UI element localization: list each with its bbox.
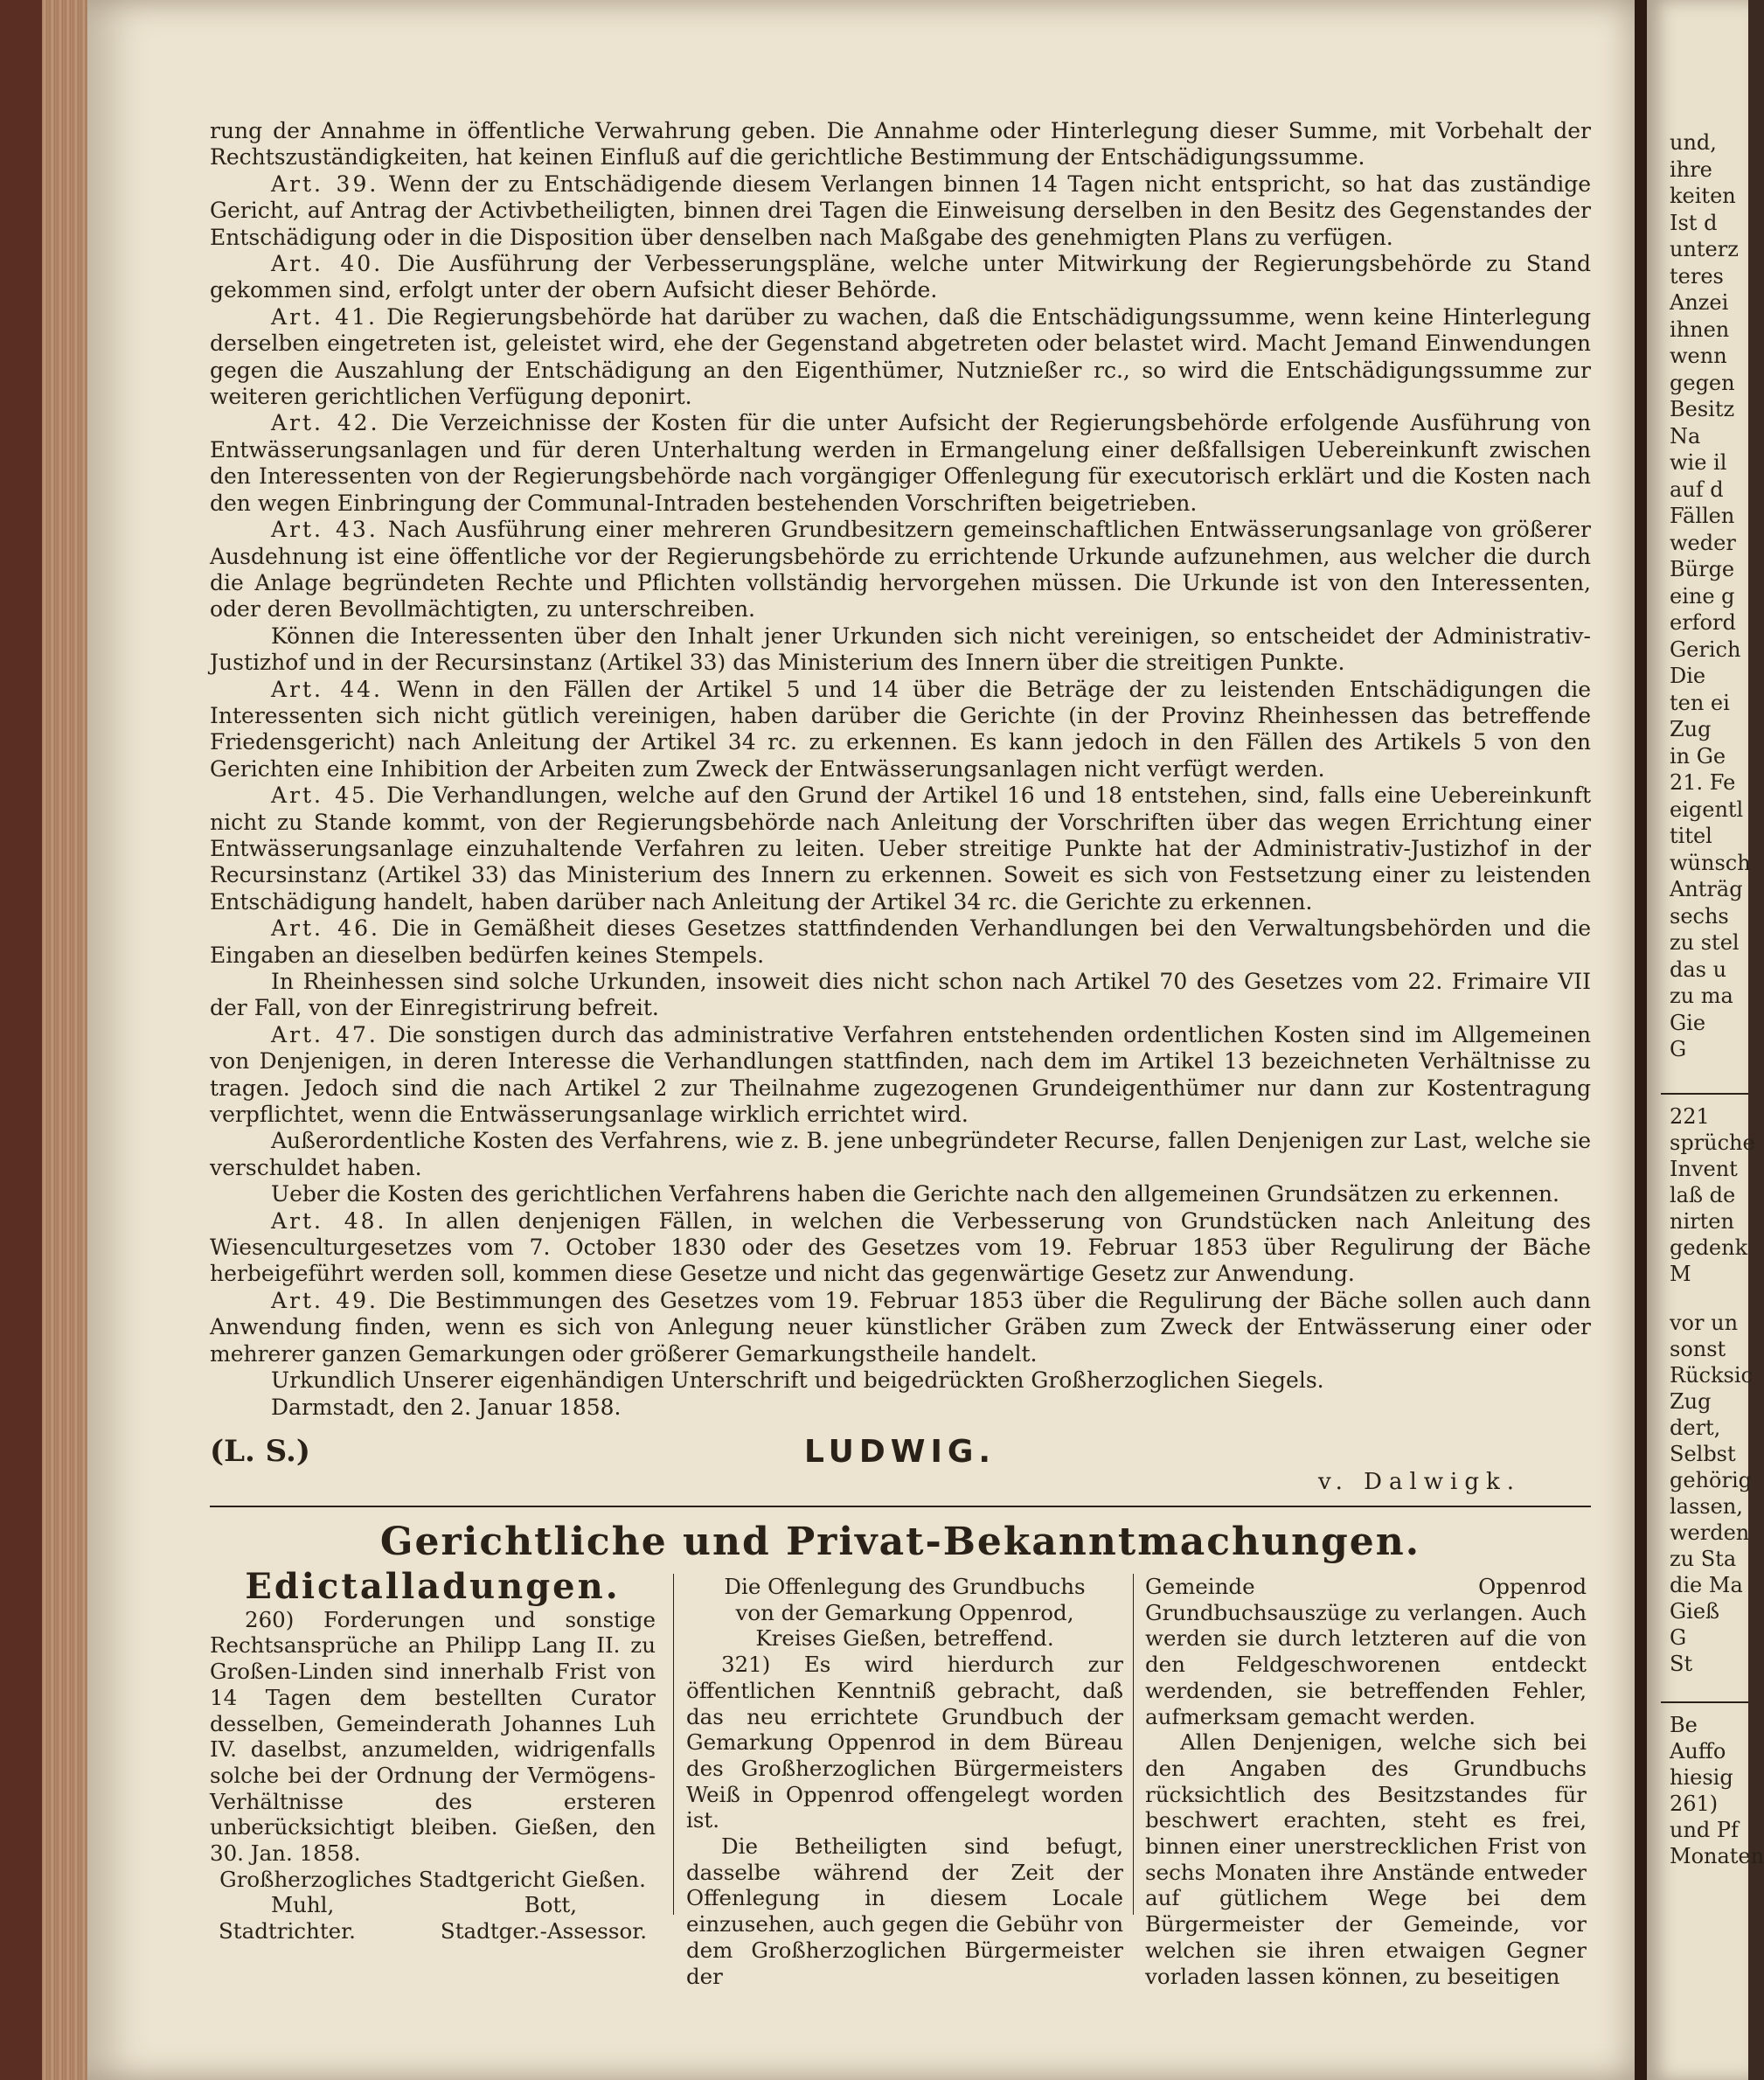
right-page-line: ihre <box>1670 157 1712 182</box>
signatories <box>210 1892 656 1918</box>
ruler-signature: LUDWIG. <box>804 1434 997 1470</box>
right-page-line: sprüche <box>1670 1130 1755 1155</box>
notice-text: 260) Forderungen und sonstige Rechtsansprüche an Philipp Lang II. zu Großen-Linden sind innerhalb Frist von 14 Tagen dem bestellten Curator desselben, Gemeinderath Johannes Luh IV. daselbst, anzumelden, widrigenfalls solche bei der Ordnung der Vermögens-Verhältnisse des ersteren unberücksichtigt bleiben. Gießen, den 30. Jan. 1858. <box>210 1606 656 1867</box>
right-page-line: M <box>1670 1262 1691 1286</box>
right-page-line: auf d <box>1670 477 1724 502</box>
right-page-line: Auffo <box>1670 1739 1726 1763</box>
article-label: Art. 44. <box>271 676 383 702</box>
right-page-rule <box>1661 1093 1748 1095</box>
right-page-line: unterz <box>1670 237 1739 261</box>
right-page-line: Besitz <box>1670 397 1735 421</box>
right-page-line: eigentl <box>1670 797 1744 822</box>
notice-text: Gemeinde Oppenrod Grundbuchsauszüge zu verlangen. Auch werden sie durch letzteren auf die von den Feldgeschworenen entdeckt werdenden, sie betreffenden Fehler, aufmerksam gemacht werden. <box>1145 1574 1587 1729</box>
article-label: Art. 47. <box>271 1021 378 1047</box>
signatory-name: Bott, <box>524 1892 577 1918</box>
paragraph-text: Die Ausführung der Verbesserungspläne, welche unter Mitwirkung der Regierungsbehörde zu Stand gekommen sind, erfolgt unter der obern Aufsicht dieser Behörde. <box>210 251 1592 303</box>
article-label: Art. 41. <box>271 303 378 330</box>
column-divider <box>1133 1574 1134 1915</box>
paragraph-text: Darmstadt, den 2. Januar 1858. <box>271 1394 622 1420</box>
right-page-line: zu stel <box>1670 930 1740 955</box>
signature-row <box>210 1434 1591 1495</box>
right-page-line: Gie <box>1670 1010 1706 1035</box>
article-label: Art. 45. <box>271 783 378 809</box>
minister-countersign: v. Dalwigk. <box>1317 1469 1521 1495</box>
law-paragraph <box>210 623 1591 677</box>
section-title: Gerichtliche und Privat-Bekanntmachungen. <box>379 1520 1421 1564</box>
right-page-line: gedenk <box>1670 1235 1748 1260</box>
law-paragraph <box>210 1181 1591 1207</box>
right-page-line: titel <box>1670 824 1712 848</box>
section-divider <box>210 1506 1591 1507</box>
right-page-line: Anzei <box>1670 290 1729 315</box>
paragraph-text: Die sonstigen durch das administrative Verfahren entstehenden ordentlichen Kosten sind im Allgemeinen von Denjenigen, in deren Interesse die Verhandlungen stattfinden, nach dem im Artikel 13 bezeichneten Verhältnisse zu tragen. Jedoch sind die nach Artikel 2 zur Theilnahme zugezogenen Grundeigenthümer nur dann zur Kostentragung verpflichtet, wenn die Entwässerungsanlage wirklich errichtet wird. <box>210 1021 1591 1128</box>
right-page-line: und Pf <box>1670 1818 1739 1842</box>
right-page-line: Zug <box>1670 717 1712 741</box>
paragraph-text: Die Verzeichnisse der Kosten für die unter Aufsicht der Regierungsbehörde erfolgende Ausführung von Entwässerungsanlagen und für deren Unterhaltung werden in Ermangelung einer deßfallsigen Uebereinkunft zwischen den Interessenten von der Regierungsbehörde nach vorgängiger Offenlegung für executorisch erklärt und die Kosten nach den wegen Einbringung der Communal-Intraden bestehenden Vorschriften beigetrieben. <box>210 410 1591 516</box>
right-page-line: die Ma <box>1670 1573 1743 1597</box>
law-paragraph <box>210 1128 1591 1181</box>
paragraph-text: Die in Gemäßheit dieses Gesetzes stattfindenden Verhandlungen bei den Verwaltungsbehörden und die Eingaben an dieselben bedürfen keines Stempels. <box>210 915 1592 968</box>
article-label: Art. 48. <box>271 1207 387 1234</box>
right-page-line: eine g <box>1670 583 1735 609</box>
paragraph-text: In allen denjenigen Fällen, in welchen die Verbesserung von Grundstücken nach Anleitung des Wiesenculturgesetzes vom 7. October 1830 oder des Gesetzes vom 19. Februar 1853 über Regulirung der Bäche herbeigeführt werden soll, kommen diese Gesetze und nicht das gegenwärtige Gesetz zur Anwendung. <box>210 1207 1592 1287</box>
right-page-line: vor un <box>1670 1311 1739 1335</box>
signatory-role: Stadtrichter. <box>219 1918 356 1944</box>
right-page-line: wie il <box>1670 450 1727 475</box>
right-page-line: teres <box>1670 263 1724 289</box>
notice-column-2 <box>686 1574 1123 1989</box>
right-page-line: Bürge <box>1670 557 1735 581</box>
law-paragraph <box>210 517 1591 623</box>
right-page-line: 21. Fe <box>1670 770 1736 795</box>
right-page-line: weder <box>1670 530 1736 555</box>
right-page-line: Na <box>1670 423 1701 449</box>
paragraph-text: Wenn in den Fällen der Artikel 5 und 14 über die Beträge der zu leistenden Entschädigungen die Interessenten sich nicht gütlich vereinigen, haben darüber die Gerichte (in der Provinz Rheinhessen das betreffende Friedensgericht) nach Anleitung der Artikel 34 rc. zu erkennen. Es kann jedoch in den Fällen des Artikels 5 von den Gerichten eine Inhibition der Arbeiten zum Zweck der Entwässerungsanlagen nicht verfügt werden. <box>210 676 1591 782</box>
right-page-line: gegen <box>1670 370 1735 395</box>
right-page-line: gehörig <box>1670 1468 1752 1492</box>
law-paragraph <box>210 1022 1591 1129</box>
right-page-line: Zug <box>1670 1389 1712 1414</box>
right-page-line: Be <box>1670 1713 1698 1737</box>
right-page-line: Monaten <box>1670 1844 1764 1868</box>
right-page-line: Gieß <box>1670 1599 1720 1624</box>
notice-heading: Die Offenlegung des Grundbuchs von der Gemarkung Oppenrod, Kreises Gießen, betreffend. <box>724 1574 1086 1652</box>
right-page-line: werden <box>1670 1520 1750 1545</box>
article-label: Art. 40. <box>271 251 384 277</box>
right-page-line: lassen, <box>1670 1494 1743 1519</box>
right-page-line: 261) <box>1670 1791 1719 1816</box>
right-page-line: Fällen <box>1670 504 1735 528</box>
right-page-line: laß de <box>1670 1183 1736 1207</box>
right-page-line: dert, <box>1670 1416 1721 1440</box>
paragraph-text: Außerordentliche Kosten des Verfahrens, wie z. B. jene unbegründeter Recurse, fallen Denjenigen zur Last, welche sie verschuldet haben. <box>210 1128 1591 1180</box>
notice-text: 321) Es wird hierdurch zur öffentlichen Kenntniß gebracht, daß das neu errichtete Grundbuch der Gemarkung Oppenrod in dem Büreau des Großherzoglichen Bürgermeisters Weiß in Oppenrod offengelegt worden ist. <box>686 1652 1123 1833</box>
right-page-line: zu ma <box>1670 984 1733 1008</box>
article-label: Art. 46. <box>271 915 380 942</box>
notice-column-3 <box>1145 1574 1587 1989</box>
law-text-body <box>210 118 1591 1421</box>
law-paragraph <box>210 171 1591 251</box>
article-label: Art. 42. <box>271 410 380 436</box>
law-paragraph <box>210 118 1591 171</box>
column-heading: Edictalladungen. <box>245 1566 621 1607</box>
right-page-line: hiesig <box>1670 1765 1733 1790</box>
paragraph-text: Ueber die Kosten des gerichtlichen Verfahrens haben die Gerichte nach den allgemeinen Grundsätzen zu erkennen. <box>271 1181 1559 1207</box>
right-page-line: keiten <box>1670 184 1736 208</box>
paragraph-text: Können die Interessenten über den Inhalt jener Urkunden sich nicht vereinigen, so entscheidet der Administrativ-Justizhof und in der Recursinstanz (Artikel 33) das Ministerium des Innern über die streitigen Punkte. <box>210 623 1591 676</box>
right-page-line: Selbst <box>1670 1442 1736 1466</box>
right-page-line: wenn <box>1670 344 1727 368</box>
right-page-line: in Ge <box>1670 743 1726 769</box>
book-binding <box>0 0 42 2080</box>
signatory-role: Stadtger.-Assessor. <box>440 1918 647 1944</box>
law-paragraph <box>210 1288 1591 1367</box>
signatory-roles <box>210 1918 656 1944</box>
right-page-line: ten ei <box>1670 690 1730 715</box>
paragraph-text: Urkundlich Unserer eigenhändigen Unterschrift und beigedrückten Großherzoglichen Siegels. <box>271 1367 1324 1394</box>
right-page-line: und, <box>1670 130 1717 155</box>
law-paragraph <box>210 783 1591 915</box>
law-paragraph <box>210 304 1591 411</box>
law-paragraph <box>210 410 1591 517</box>
right-page-line: G <box>1670 1625 1687 1650</box>
paragraph-text: Nach Ausführung einer mehreren Grundbesitzern gemeinschaftlichen Entwässerungsanlage von größerer Ausdehnung ist eine öffentliche vor der Regierungsbehörde zu errichtende Urkunde aufzunehmen, aus welcher die durch die Anlage begründeten Rechte und Pflichten vollständig hervorgehen müssen. Die Urkunde ist von den Interessenten, oder deren Bevollmächtigten, zu unterschreiben. <box>210 517 1592 623</box>
right-page-line: 221 <box>1670 1104 1710 1129</box>
paragraph-text: Die Verhandlungen, welche auf den Grund der Artikel 16 und 18 entstehen, sind, falls eine Uebereinkunft nicht zu Stande kommt, von der Regierungsbehörde nach Anleitung der Vorschriften über das wegen Errichtung einer Entwässerungsanlage einzuhaltende Verfahren zu leiten. Ueber streitige Punkte hat der Administrativ-Justizhof in der Recursinstanz (Artikel 33) das Ministerium des Innern zu erkennen. Soweit es sich von Festsetzung einer zu leistenden Entschädigung handelt, haben darüber nach Anleitung der Artikel 34 rc. die Gerichte zu erkennen. <box>210 783 1591 915</box>
article-label: Art. 49. <box>271 1287 378 1313</box>
law-paragraph <box>210 969 1591 1022</box>
paragraph-text: Wenn der zu Entschädigende diesem Verlangen binnen 14 Tagen nicht entspricht, so hat das zuständige Gericht, auf Antrag der Activbetheiligten, binnen drei Tagen die Einweisung derselben in den Besitz des Gegenstandes der Entschädigung oder in die Disposition über denselben nach Maßgabe des genehmigten Plans zu verfügen. <box>210 170 1592 250</box>
law-paragraph <box>210 915 1591 969</box>
column-divider <box>673 1574 674 1915</box>
article-label: Art. 43. <box>271 517 378 543</box>
law-paragraph <box>210 251 1591 304</box>
right-page-line: zu Sta <box>1670 1547 1737 1571</box>
right-page-line: St <box>1670 1652 1693 1676</box>
court-name: Großherzogliches Stadtgericht Gießen. <box>219 1866 646 1892</box>
right-page-line: ihnen <box>1670 317 1730 342</box>
right-page-line: das u <box>1670 957 1727 982</box>
right-page-line: Ist d <box>1670 210 1718 235</box>
right-page-line: sonst <box>1670 1337 1726 1361</box>
law-paragraph <box>210 1395 1591 1421</box>
right-page-line: wünsch <box>1670 850 1751 875</box>
law-paragraph <box>210 1208 1591 1288</box>
law-paragraph <box>210 1367 1591 1394</box>
right-page-rule <box>1661 1701 1748 1703</box>
right-page-line: Rücksic <box>1670 1363 1753 1388</box>
article-label: Art. 39. <box>271 170 379 197</box>
paragraph-text: In Rheinhessen sind solche Urkunden, insoweit dies nicht schon nach Artikel 70 des Gesetzes vom 22. Frimaire VII der Fall, von der Einregistrirung befreit. <box>210 969 1591 1021</box>
right-page-line: Die <box>1670 664 1706 688</box>
paragraph-text: Die Bestimmungen des Gesetzes vom 19. Februar 1853 über die Regulirung der Bäche sollen auch dann Anwendung finden, wenn es sich von Anlegung neuer künstlicher Gräben zum Zweck der Entwässerung einer oder mehrerer ganzen Gemarkungen oder größerer Gemarkungstheile handelt. <box>210 1287 1591 1367</box>
notice-column-1 <box>210 1566 656 1944</box>
notice-text: Die Betheiligten sind befugt, dasselbe während der Zeit der Offenlegung in diesem Locale einzusehen, auch gegen die Gebühr von dem Großherzoglichen Bürgermeister der <box>686 1833 1123 1989</box>
paragraph-text: Die Regierungsbehörde hat darüber zu wachen, daß die Entschädigungssumme, wenn keine Hinterlegung derselben eingetreten ist, geleistet wird, ehe der Gegenstand abgetreten oder belastet wird. Macht Jemand Einwendungen gegen die Auszahlung der Entschädigung an den Eigenthümer, Nutznießer rc., so wird die Entschädigungssumme zur weiteren gerichtlichen Verfügung deponirt. <box>210 303 1591 410</box>
law-paragraph <box>210 677 1591 783</box>
right-page-line: nirten <box>1670 1209 1734 1234</box>
right-page-line: Gerich <box>1670 637 1741 662</box>
right-page-line: Invent <box>1670 1157 1738 1181</box>
seal-mark: (L. S.) <box>210 1434 310 1469</box>
signatory-name: Muhl, <box>271 1892 335 1918</box>
right-page-line: Anträg <box>1670 877 1743 901</box>
right-page-line: G <box>1670 1037 1687 1061</box>
paragraph-text: rung der Annahme in öffentliche Verwahrung geben. Die Annahme oder Hinterlegung dieser Summe, mit Vorbehalt der Rechtszuständigkeiten, hat keinen Einfluß auf die gerichtliche Bestimmung der Entschädigungssumme. <box>210 118 1591 170</box>
notice-text: Allen Denjenigen, welche sich bei den Angaben des Grundbuchs rücksichtlich des Besitzstandes für beschwert erachten, steht es frei, binnen einer unerstrecklichen Frist von sechs Monaten ihre Anstände entweder auf gütlichem Wege bei dem Bürgermeister der Gemeinde, vor welchen sie ihren etwaigen Gegner vorladen lassen können, zu beseitigen <box>1145 1729 1587 1989</box>
right-page-line: erford <box>1670 610 1736 635</box>
right-page-line: sechs <box>1670 903 1729 929</box>
